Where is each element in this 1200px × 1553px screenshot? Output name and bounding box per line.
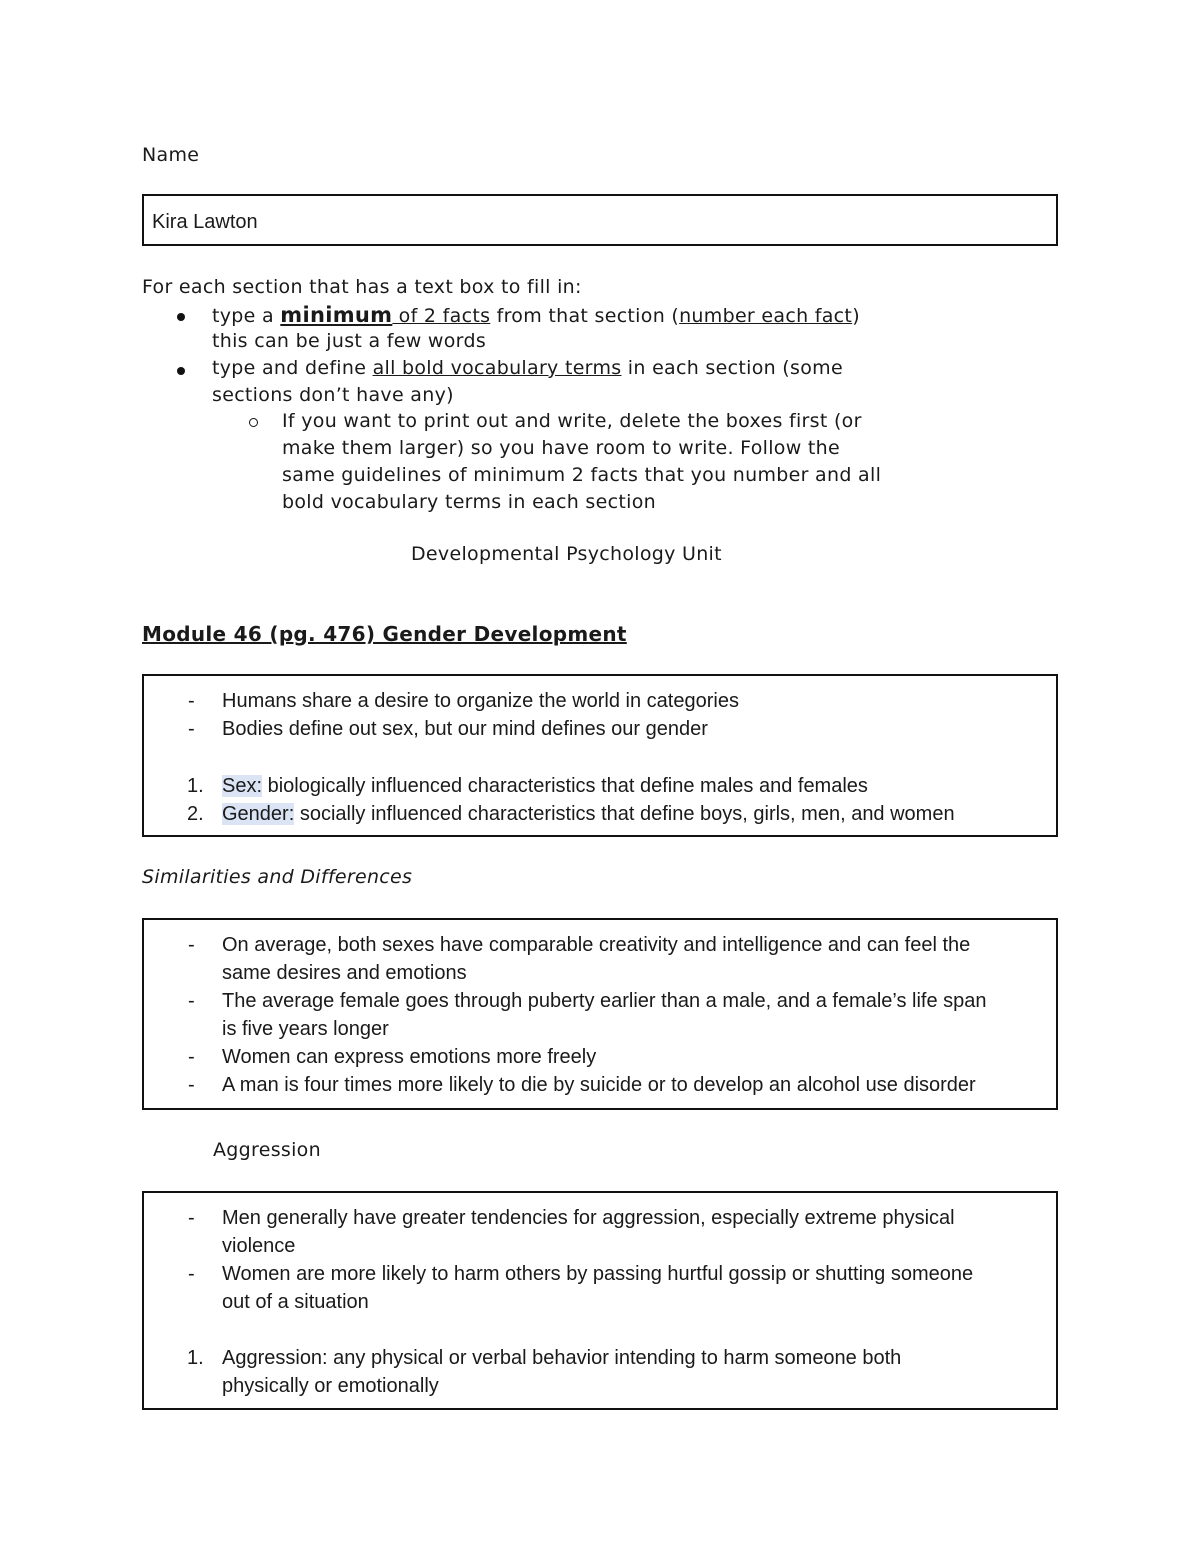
- fact-line: Humans share a desire to organize the world in categories: [222, 690, 739, 712]
- vocab-line-aggression: Aggression: any physical or verbal behavior intending to harm someone both: [222, 1347, 902, 1369]
- sub-instruction-line-3: same guidelines of minimum 2 facts that you number and all: [282, 464, 882, 486]
- dash-marker: -: [188, 690, 195, 712]
- fact-line: The average female goes through puberty earlier than a male, and a female’s life span: [222, 990, 987, 1012]
- fact-line: On average, both sexes have comparable creativity and intelligence and can feel the: [222, 934, 971, 956]
- dash-marker: -: [188, 934, 195, 956]
- module-notes-box[interactable]: [142, 674, 1058, 837]
- instruction-bullet-1-cont: this can be just a few words: [212, 330, 487, 352]
- sub-instruction-line-2: make them larger) so you have room to write. Follow the: [282, 437, 840, 459]
- fact-line-cont: is five years longer: [222, 1018, 389, 1040]
- list-number: 1.: [187, 1347, 204, 1369]
- fact-line-cont: violence: [222, 1235, 296, 1257]
- module-heading: Module 46 (pg. 476) Gender Development: [142, 622, 627, 646]
- fact-line: Bodies define out sex, but our mind defines our gender: [222, 718, 708, 740]
- list-number: 1.: [187, 775, 204, 797]
- sub-instruction-line-1: If you want to print out and write, delete the boxes first (or: [282, 410, 862, 432]
- instruction-bullet-1: type a minimum of 2 facts from that section (number each fact): [212, 303, 860, 327]
- instruction-bullet-2-cont: sections don’t have any): [212, 384, 454, 406]
- aggression-notes-box[interactable]: [142, 1191, 1058, 1410]
- fact-line-cont: same desires and emotions: [222, 962, 467, 984]
- similarities-notes-box[interactable]: [142, 918, 1058, 1110]
- name-field[interactable]: [142, 194, 1058, 246]
- dash-marker: -: [188, 1207, 195, 1229]
- list-number: 2.: [187, 803, 204, 825]
- sub-bullet-icon: [249, 418, 258, 427]
- fact-line: Women are more likely to harm others by passing hurtful gossip or shutting someone: [222, 1263, 974, 1285]
- name-value[interactable]: Kira Lawton: [152, 211, 258, 233]
- bullet-icon: [177, 367, 185, 375]
- dash-marker: -: [188, 718, 195, 740]
- fact-line: Men generally have greater tendencies for aggression, especially extreme physical: [222, 1207, 955, 1229]
- dash-marker: -: [188, 1074, 195, 1096]
- unit-title: Developmental Psychology Unit: [411, 543, 722, 565]
- vocab-line-sex: Sex: biologically influenced characteristics that define males and females: [222, 775, 868, 797]
- dash-marker: -: [188, 1263, 195, 1285]
- section-title-aggression: Aggression: [213, 1139, 321, 1161]
- vocab-line-gender: Gender: socially influenced characteristics that define boys, girls, men, and women: [222, 803, 955, 825]
- name-label: Name: [142, 144, 200, 166]
- bullet-icon: [177, 313, 185, 321]
- vocab-line-cont: physically or emotionally: [222, 1375, 439, 1397]
- sub-instruction-line-4: bold vocabulary terms in each section: [282, 491, 656, 513]
- instructions-intro: For each section that has a text box to fill in:: [142, 276, 582, 298]
- section-title-similarities: Similarities and Differences: [142, 866, 413, 888]
- fact-line-cont: out of a situation: [222, 1291, 369, 1313]
- fact-line: A man is four times more likely to die by suicide or to develop an alcohol use disorder: [222, 1074, 976, 1096]
- dash-marker: -: [188, 1046, 195, 1068]
- instruction-bullet-2: type and define all bold vocabulary terms in each section (some: [212, 357, 843, 379]
- fact-line: Women can express emotions more freely: [222, 1046, 597, 1068]
- dash-marker: -: [188, 990, 195, 1012]
